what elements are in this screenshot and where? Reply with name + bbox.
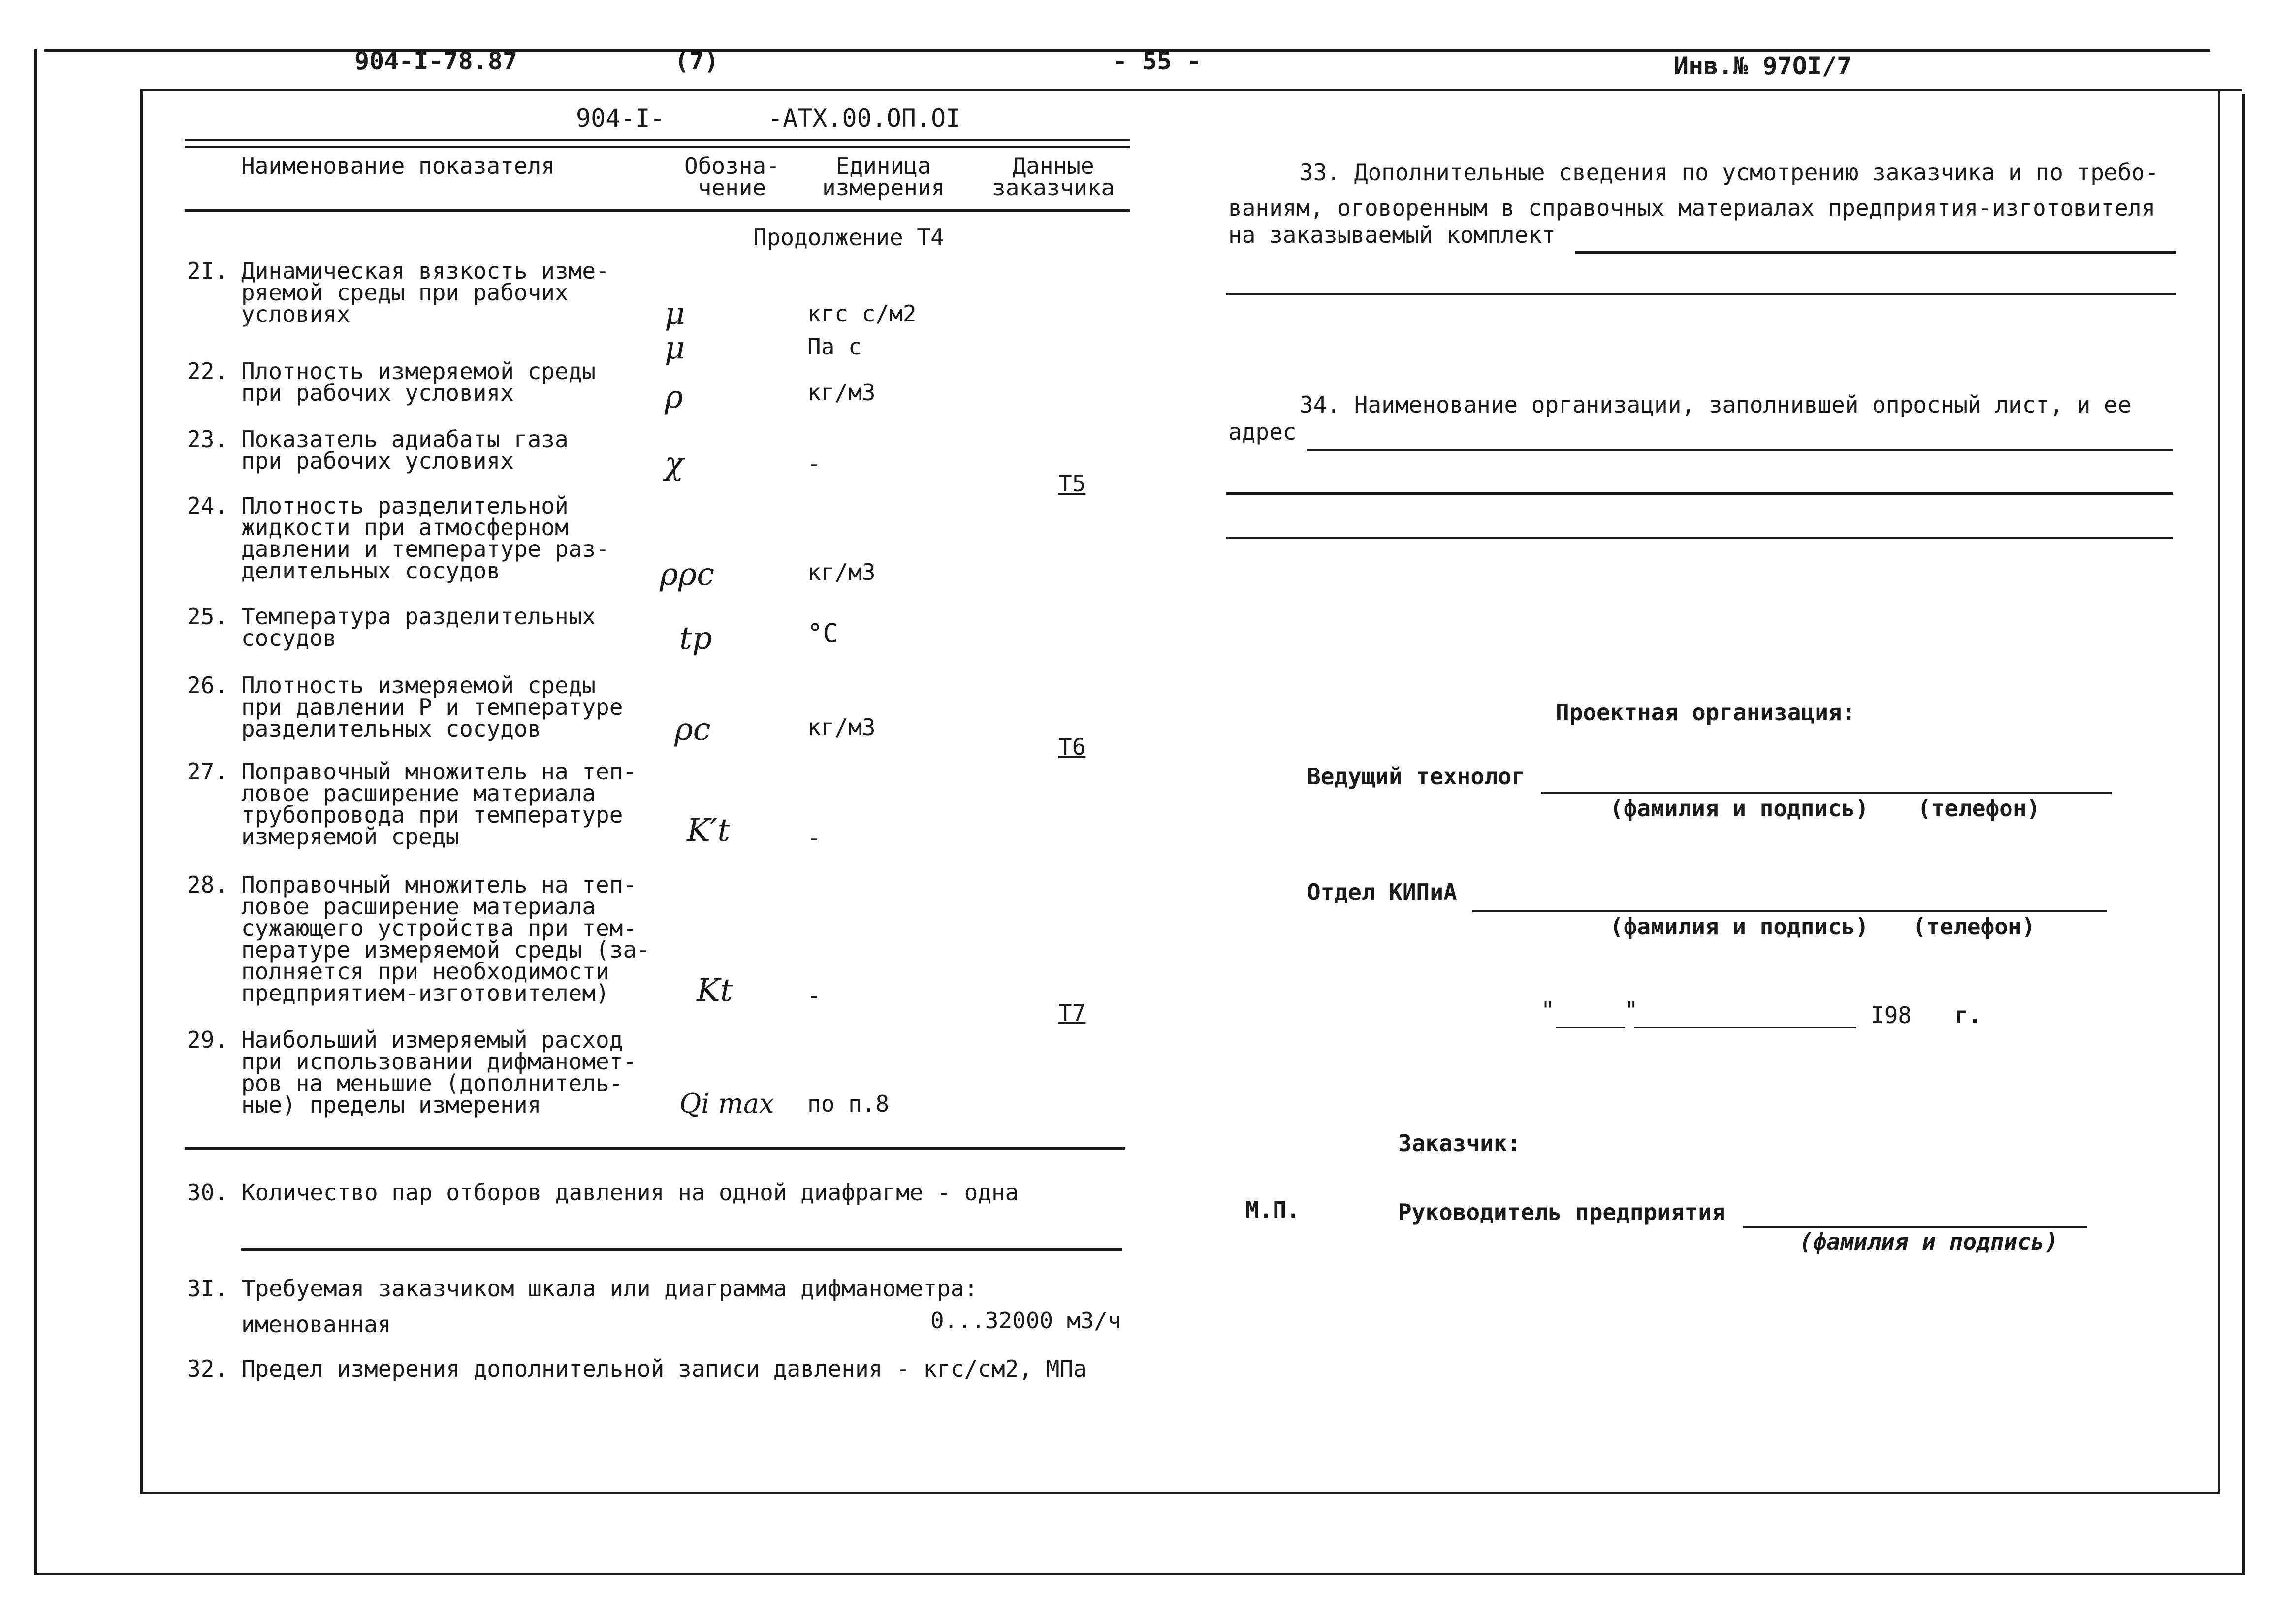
- row-unit: по п.8: [807, 1091, 890, 1117]
- table-bottom-rule: [185, 1147, 1125, 1150]
- customer-mark-t6: Т6: [1058, 734, 1086, 760]
- item-33-line3: на заказываемый комплект: [1228, 222, 1556, 248]
- row-unit: кг/м3: [807, 559, 876, 585]
- inner-frame-bottom: [140, 1492, 2220, 1494]
- kipia-sign-line[interactable]: [1472, 910, 2107, 912]
- row-name: Показатель адиабаты газа при рабочих условиях: [241, 426, 569, 474]
- col-header-customer: Данные заказчика: [992, 153, 1115, 201]
- col-header-name: Наименование показателя: [241, 153, 555, 179]
- item-34-fill-line-3[interactable]: [1226, 537, 2173, 539]
- row-unit: кг/м3: [807, 714, 876, 740]
- row-symbol: ρρc: [660, 556, 715, 593]
- mp-label: М.П.: [1245, 1196, 1300, 1223]
- table-top-rule-1: [185, 139, 1130, 141]
- row-num: 28.: [187, 871, 228, 898]
- lead-tech-name-caption: (фамилия и подпись): [1610, 795, 1869, 822]
- row-symbol: μ: [665, 295, 685, 332]
- date-year-suffix: г.: [1954, 1002, 1982, 1028]
- item-34-fill-line[interactable]: [1307, 449, 2173, 451]
- table-code-left: 904-I-: [576, 104, 665, 132]
- kipia-label: Отдел КИПиА: [1307, 879, 1457, 905]
- row-num: 29.: [187, 1027, 228, 1053]
- customer-mark-t5: Т5: [1058, 470, 1086, 497]
- item-30: 30. Количество пар отборов давления на одной диафрагме - одна: [187, 1179, 1019, 1206]
- outer-frame-bottom: [34, 1573, 2245, 1575]
- row-unit: кгс с/м2: [807, 300, 917, 327]
- item-31-line1: 3I. Требуемая заказчиком шкала или диаграмма дифманометра:: [187, 1275, 978, 1302]
- row-num: 24.: [187, 492, 228, 519]
- row-symbol: χ: [665, 446, 684, 482]
- table-header-rule: [185, 209, 1130, 212]
- item-30-rule: [241, 1248, 1122, 1251]
- head-label: Руководитель предприятия: [1398, 1199, 1725, 1225]
- date-quote-close: ": [1625, 997, 1638, 1024]
- row-name: Поправочный множитель на теп- ловое расширение материала сужающего устройства при тем- пературе измеряемой среды (за- полняется при необходимости предприятием-изготовителем): [241, 871, 650, 1006]
- table-top-rule-2: [185, 146, 1130, 148]
- lead-tech-sign-line[interactable]: [1541, 792, 2112, 794]
- item-33-line1: 33. Дополнительные сведения по усмотрению заказчика и по требо-: [1300, 159, 2159, 186]
- row-num: 25.: [187, 603, 228, 630]
- row-unit: -: [807, 450, 821, 477]
- item-33-fill-line[interactable]: [1575, 251, 2176, 254]
- outer-frame-right: [2242, 94, 2245, 1575]
- row-unit: Па с: [807, 333, 862, 360]
- kipia-phone-caption: (телефон): [1913, 913, 2036, 940]
- row-symbol: Kt: [697, 972, 733, 1009]
- head-sign-caption: (фамилия и подпись): [1799, 1228, 2059, 1255]
- inner-frame-right: [2218, 91, 2220, 1494]
- kipia-name-caption: (фамилия и подпись): [1610, 913, 1869, 940]
- inventory-number: Инв.№ 97ОI/7: [1674, 52, 1852, 80]
- row-symbol: Qi max: [679, 1088, 774, 1119]
- date-year: I98: [1871, 1002, 1912, 1028]
- row-name: Наибольший измеряемый расход при использовании дифманомет- ров на меньшие (дополнитель- ные) пределы измерения: [241, 1027, 637, 1118]
- row-num: 26.: [187, 672, 228, 699]
- row-unit: °C: [807, 619, 838, 648]
- outer-frame-left: [34, 49, 37, 1575]
- lead-tech-label: Ведущий технолог: [1307, 763, 1526, 790]
- row-name: Динамическая вязкость изме- ряемой среды при рабочих условиях: [241, 257, 609, 327]
- row-symbol: tp: [679, 620, 712, 657]
- row-num: 27.: [187, 758, 228, 785]
- row-name: Плотность измеряемой среды при давлении P и температуре разделительных сосудов: [241, 672, 623, 742]
- page-number: - 55 -: [1113, 47, 1202, 75]
- row-name: Плотность измеряемой среды при рабочих условиях: [241, 358, 596, 406]
- row-symbol: ρc: [674, 711, 711, 748]
- row-symbol: ρ: [665, 379, 683, 416]
- table-code-right: -АТХ.00.ОП.ОI: [768, 104, 961, 132]
- row-num: 2I.: [187, 257, 228, 284]
- date-quote-open: ": [1541, 997, 1555, 1024]
- row-name: Плотность разделительной жидкости при атмосферном давлении и температуре раз- делительных сосудов: [241, 492, 609, 584]
- inner-frame-top: [140, 89, 2242, 91]
- row-name: Поправочный множитель на теп- ловое расширение материала трубопровода при температуре измеряемой среды: [241, 758, 637, 850]
- item-32: 32. Предел измерения дополнительной записи давления - кгс/см2, МПа: [187, 1355, 1087, 1382]
- date-month-line[interactable]: [1634, 1027, 1856, 1028]
- lead-tech-phone-caption: (телефон): [1917, 795, 2041, 822]
- row-unit: -: [807, 982, 821, 1009]
- inner-frame-left: [140, 89, 143, 1494]
- row-symbol: μ: [665, 330, 685, 366]
- item-33-fill-line-2[interactable]: [1226, 293, 2176, 295]
- item-33-line2: ваниям, оговоренным в справочных материалах предприятия-изготовителя: [1228, 194, 2156, 221]
- customer-label: Заказчик:: [1398, 1130, 1521, 1156]
- row-symbol: K′t: [687, 812, 731, 849]
- customer-mark-t7: Т7: [1058, 999, 1086, 1026]
- item-34-fill-line-2[interactable]: [1226, 492, 2173, 495]
- row-name: Температура разделительных сосудов: [241, 603, 596, 651]
- row-unit: -: [807, 825, 821, 851]
- sheet-number: (7): [674, 47, 719, 75]
- row-num: 23.: [187, 426, 228, 452]
- item-34-line2: адрес: [1228, 418, 1297, 445]
- date-day-line[interactable]: [1556, 1027, 1625, 1028]
- row-unit: кг/м3: [807, 379, 876, 406]
- item-31-value: 0...32000 м3/ч: [930, 1307, 1121, 1334]
- item-31-label: именованная: [241, 1311, 391, 1338]
- doc-number: 904-I-78.87: [354, 47, 518, 75]
- col-header-unit: Единица измерения: [822, 153, 945, 201]
- table-continuation: Продолжение Т4: [753, 224, 944, 251]
- col-header-symbol: Обозна- чение: [684, 153, 780, 201]
- row-num: 22.: [187, 358, 228, 385]
- project-org-label: Проектная организация:: [1556, 699, 1856, 726]
- item-34-line1: 34. Наименование организации, заполнившей опросный лист, и ее: [1300, 391, 2132, 418]
